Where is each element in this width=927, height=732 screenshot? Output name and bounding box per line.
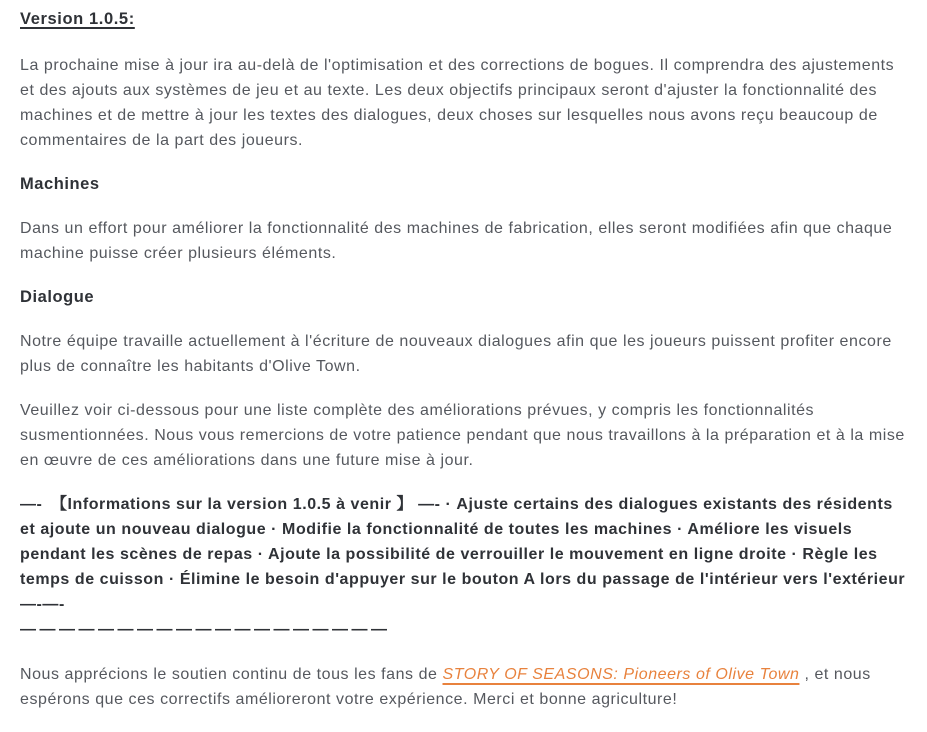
closing-paragraph [20,662,907,712]
intro-paragraph: La prochaine mise à jour ira au-delà de l'optimisation et des corrections de bogues. Il comprendra des ajustements et des ajouts aux systèmes de jeu et au texte. Les deux objectifs principaux seront d'ajuster la fonctionnalité des machines et de mettre à jour les textes des dialogues, deux choses sur lesquelles nous avons reçu beaucoup de commentaires de la part des joueurs. [20,57,895,149]
machines-paragraph: Dans un effort pour améliorer la fonctionnalité des machines de fabrication, elles seront modifiées afin que chaque machine puisse créer plusieurs éléments. [20,220,893,262]
update-notes-paragraph: —- 【Informations sur la version 1.0.5 à venir 】 —- · Ajuste certains des dialogues existants des résidents et ajoute un nouveau dialogue · Modifie la fonctionnalité de toutes les machines · Améliore les visuels pendant les scènes de repas · Ajoute la possibilité de verrouiller le mouvement en ligne droite · Règle les temps de cuisson · Élimine le besoin d'appuyer sur le bouton A lors du passage de l'intérieur vers l'extérieur —-—- [20,496,911,613]
version-heading: Version 1.0.5: [20,10,135,28]
dialogue-heading: Dialogue [20,288,95,306]
story-of-seasons-link[interactable]: STORY OF SEASONS: Pioneers of Olive Town [442,666,800,683]
dialogue-paragraph: Notre équipe travaille actuellement à l'écriture de nouveaux dialogues afin que les joueurs puissent profiter encore plus de connaître les habitants d'Olive Town. [20,333,892,375]
dash-divider: ——————————————————— [20,621,391,638]
patience-paragraph: Veuillez voir ci-dessous pour une liste complète des améliorations prévues, y compris les fonctionnalités susmentionnées. Nous vous remercions de votre patience pendant que nous travaillons à la préparation et à la mise en œuvre de ces améliorations dans une future mise à jour. [20,402,905,469]
machines-heading: Machines [20,175,100,193]
closing-text-after-link: , et nous espérons que ces correctifs amélioreront votre expérience. Merci et bonne agriculture! [20,666,871,708]
closing-text-before-link: Nous apprécions le soutien continu de tous les fans de [20,666,443,683]
